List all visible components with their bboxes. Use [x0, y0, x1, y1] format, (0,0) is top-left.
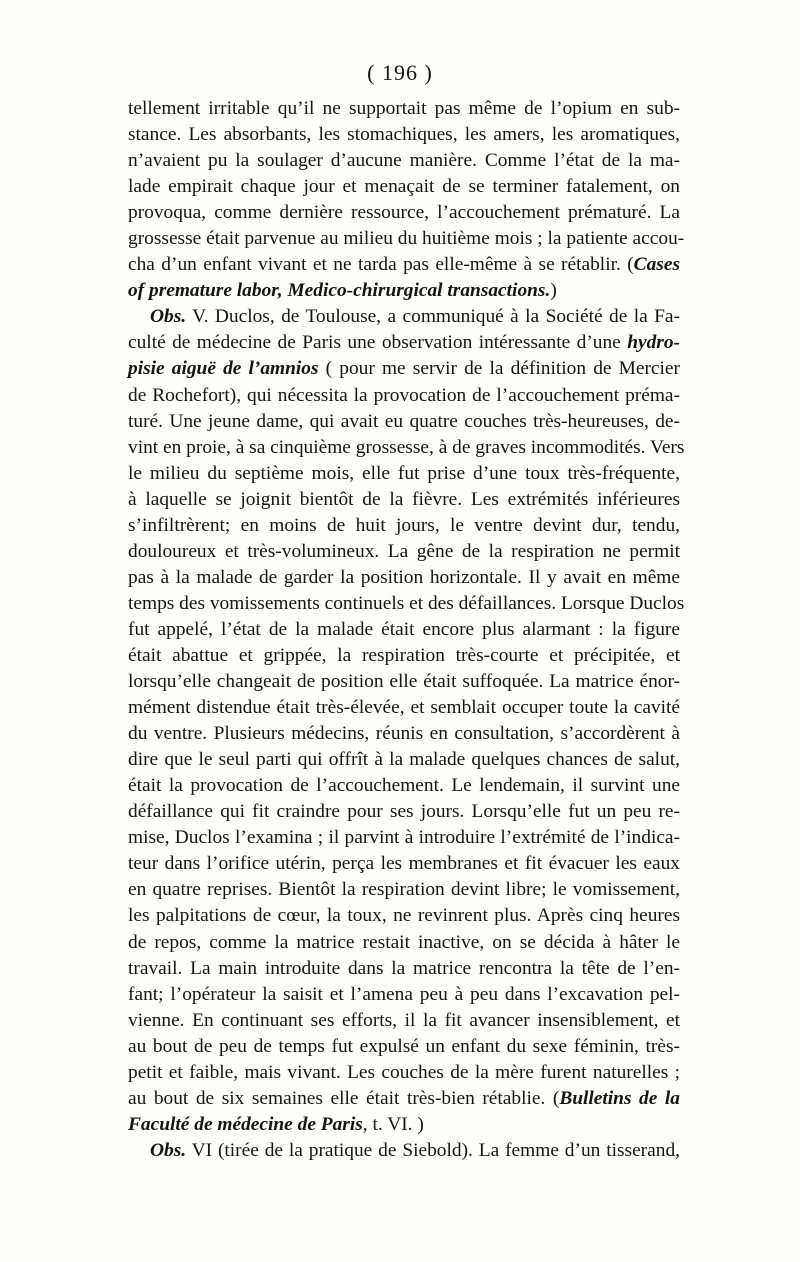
text-line [128, 799, 680, 825]
text: cha d’un enfant vivant et ne tarda pas elle-même à se rétablir. ( [128, 254, 634, 276]
text-line [128, 956, 680, 982]
italic-text: of premature labor, Medico-chirurgical transactions. [128, 280, 551, 302]
text-line [128, 617, 680, 643]
text: VI (tirée de la pratique de Siebold). La femme d’un tisserand, [186, 1139, 680, 1161]
text-line [128, 825, 680, 851]
text-line [128, 356, 680, 382]
text: les palpitations de cœur, la toux, ne revinrent plus. Après cinq heures [128, 905, 680, 927]
text: était la provocation de l’accouchement. Le lendemain, il survint une [128, 775, 680, 797]
text: de repos, comme la matrice restait inactive, on se décida à hâter le [128, 931, 680, 953]
text-line [128, 330, 680, 356]
text: dire que le seul parti qui offrît à la malade quelques chances de salut, [128, 749, 680, 771]
text: culté de médecine de Paris une observation intéressante d’une [128, 332, 628, 354]
text-line [128, 1138, 680, 1164]
text: vint en proie, à sa cinquième grossesse, à de graves incommodités. Vers [128, 436, 685, 458]
text-line [128, 773, 680, 799]
text: mément distendue était très-élevée, et semblait occuper toute la cavité [128, 697, 680, 719]
text-line [128, 982, 680, 1008]
italic-head: Faculté de médecine de Paris [128, 1113, 363, 1135]
text-line [128, 1086, 680, 1112]
text: V. Duclos, de Toulouse, a communiqué à la Société de la Fa- [186, 306, 680, 328]
text-line [128, 1008, 680, 1034]
text: grossesse était parvenue au milieu du huitième mois ; la patiente accou- [128, 228, 685, 250]
text: s’infiltrèrent; en moins de huit jours, le ventre devint dur, tendu, [128, 514, 680, 536]
text-line [128, 565, 680, 591]
text: fant; l’opérateur la saisit et l’amena peu à peu dans l’excavation pel- [128, 983, 680, 1005]
text: fut appelé, l’état de la malade était encore plus alarmant : la figure [128, 618, 680, 640]
text: n’avaient pu la soulager d’aucune manière. Comme l’état de la ma- [128, 150, 680, 172]
text: turé. Une jeune dame, qui avait eu quatre couches très-heureuses, de- [128, 410, 680, 432]
italic-tail: Bulletins de la [559, 1087, 680, 1109]
text: le milieu du septième mois, elle fut prise d’une toux très-fréquente, [128, 462, 680, 484]
text: au bout de peu de temps fut expulsé un enfant du sexe féminin, très- [128, 1035, 680, 1057]
text: vienne. En continuant ses efforts, il la fit avancer insensiblement, et [128, 1009, 680, 1031]
text: du ventre. Plusieurs médecins, réunis en consultation, s’accordèrent à [128, 723, 680, 745]
text: mise, Duclos l’examina ; il parvint à introduire l’extrémité de l’indica- [128, 827, 680, 849]
text: temps des vomissements continuels et des défaillances. Lorsque Duclos [128, 592, 685, 614]
text: défaillance qui fit craindre pour ses jours. Lorsqu’elle fut un peu re- [128, 801, 680, 823]
text-line [128, 539, 680, 565]
italic-head: pisie aiguë de l’amnios [128, 358, 319, 380]
text-line [128, 721, 680, 747]
text: provoqua, comme dernière ressource, l’accouchement prématuré. La [128, 202, 680, 224]
text: tellement irritable qu’il ne supportait pas même de l’opium en sub- [128, 98, 680, 119]
text-line [128, 461, 680, 487]
text-line [128, 148, 680, 174]
text-line [128, 903, 680, 929]
text-line [128, 930, 680, 956]
body-text [128, 96, 685, 1164]
text-line [128, 487, 680, 513]
italic-head: Obs. [150, 306, 187, 328]
text: travail. La main introduite dans la matrice rencontra la tête de l’en- [128, 957, 680, 979]
italic-head: Obs. [150, 1139, 187, 1161]
text: , t. VI. ) [362, 1113, 424, 1135]
text-line [128, 513, 680, 539]
text-line [128, 747, 680, 773]
page-number: ( 196 ) [367, 60, 433, 85]
text-line [128, 122, 680, 148]
text-line [128, 695, 680, 721]
text-line [128, 591, 685, 617]
text: petit et faible, mais vivant. Les couches de la mère furent naturelles ; [128, 1061, 680, 1083]
text-line [128, 96, 680, 122]
text: de Rochefort), qui nécessita la provocation de l’accouchement préma- [128, 384, 680, 406]
text: était abattue et grippée, la respiration très-courte et précipitée, et [128, 644, 680, 666]
italic-tail: hydro- [627, 332, 680, 354]
text: stance. Les absorbants, les stomachiques, les amers, les aromatiques, [128, 124, 680, 146]
text-line [128, 409, 680, 435]
text-line [128, 174, 680, 200]
text-line [128, 851, 680, 877]
text: à laquelle se joignit bientôt de la fièvre. Les extrémités inférieures [128, 488, 680, 510]
text-line [128, 1034, 680, 1060]
text: lade empirait chaque jour et menaçait de se terminer fatalement, on [128, 176, 680, 198]
text-line [128, 1112, 680, 1138]
text-line [128, 1060, 680, 1086]
text: lorsqu’elle changeait de position elle était suffoquée. La matrice énor- [128, 671, 680, 693]
text: ( pour me servir de la définition de Mercier [318, 358, 680, 380]
text-line [128, 383, 680, 409]
text-line [128, 669, 680, 695]
text-line [128, 278, 680, 304]
text-line [128, 200, 680, 226]
text: teur dans l’orifice utérin, perça les membranes et fit évacuer les eaux [128, 853, 680, 875]
text-line [128, 435, 685, 461]
text-line [128, 252, 680, 278]
text-line [128, 226, 685, 252]
tail: ) [550, 280, 557, 302]
text: pas à la malade de garder la position horizontale. Il y avait en même [128, 566, 680, 588]
text-line [128, 877, 680, 903]
text: au bout de six semaines elle était très-bien rétablie. ( [128, 1087, 560, 1109]
italic-tail: Cases [633, 254, 680, 276]
text: en quatre reprises. Bientôt la respiration devint libre; le vomissement, [128, 879, 680, 901]
text-line [128, 304, 680, 330]
text-line [128, 643, 680, 669]
text: douloureux et très-volumineux. La gêne de la respiration ne permit [128, 540, 680, 562]
